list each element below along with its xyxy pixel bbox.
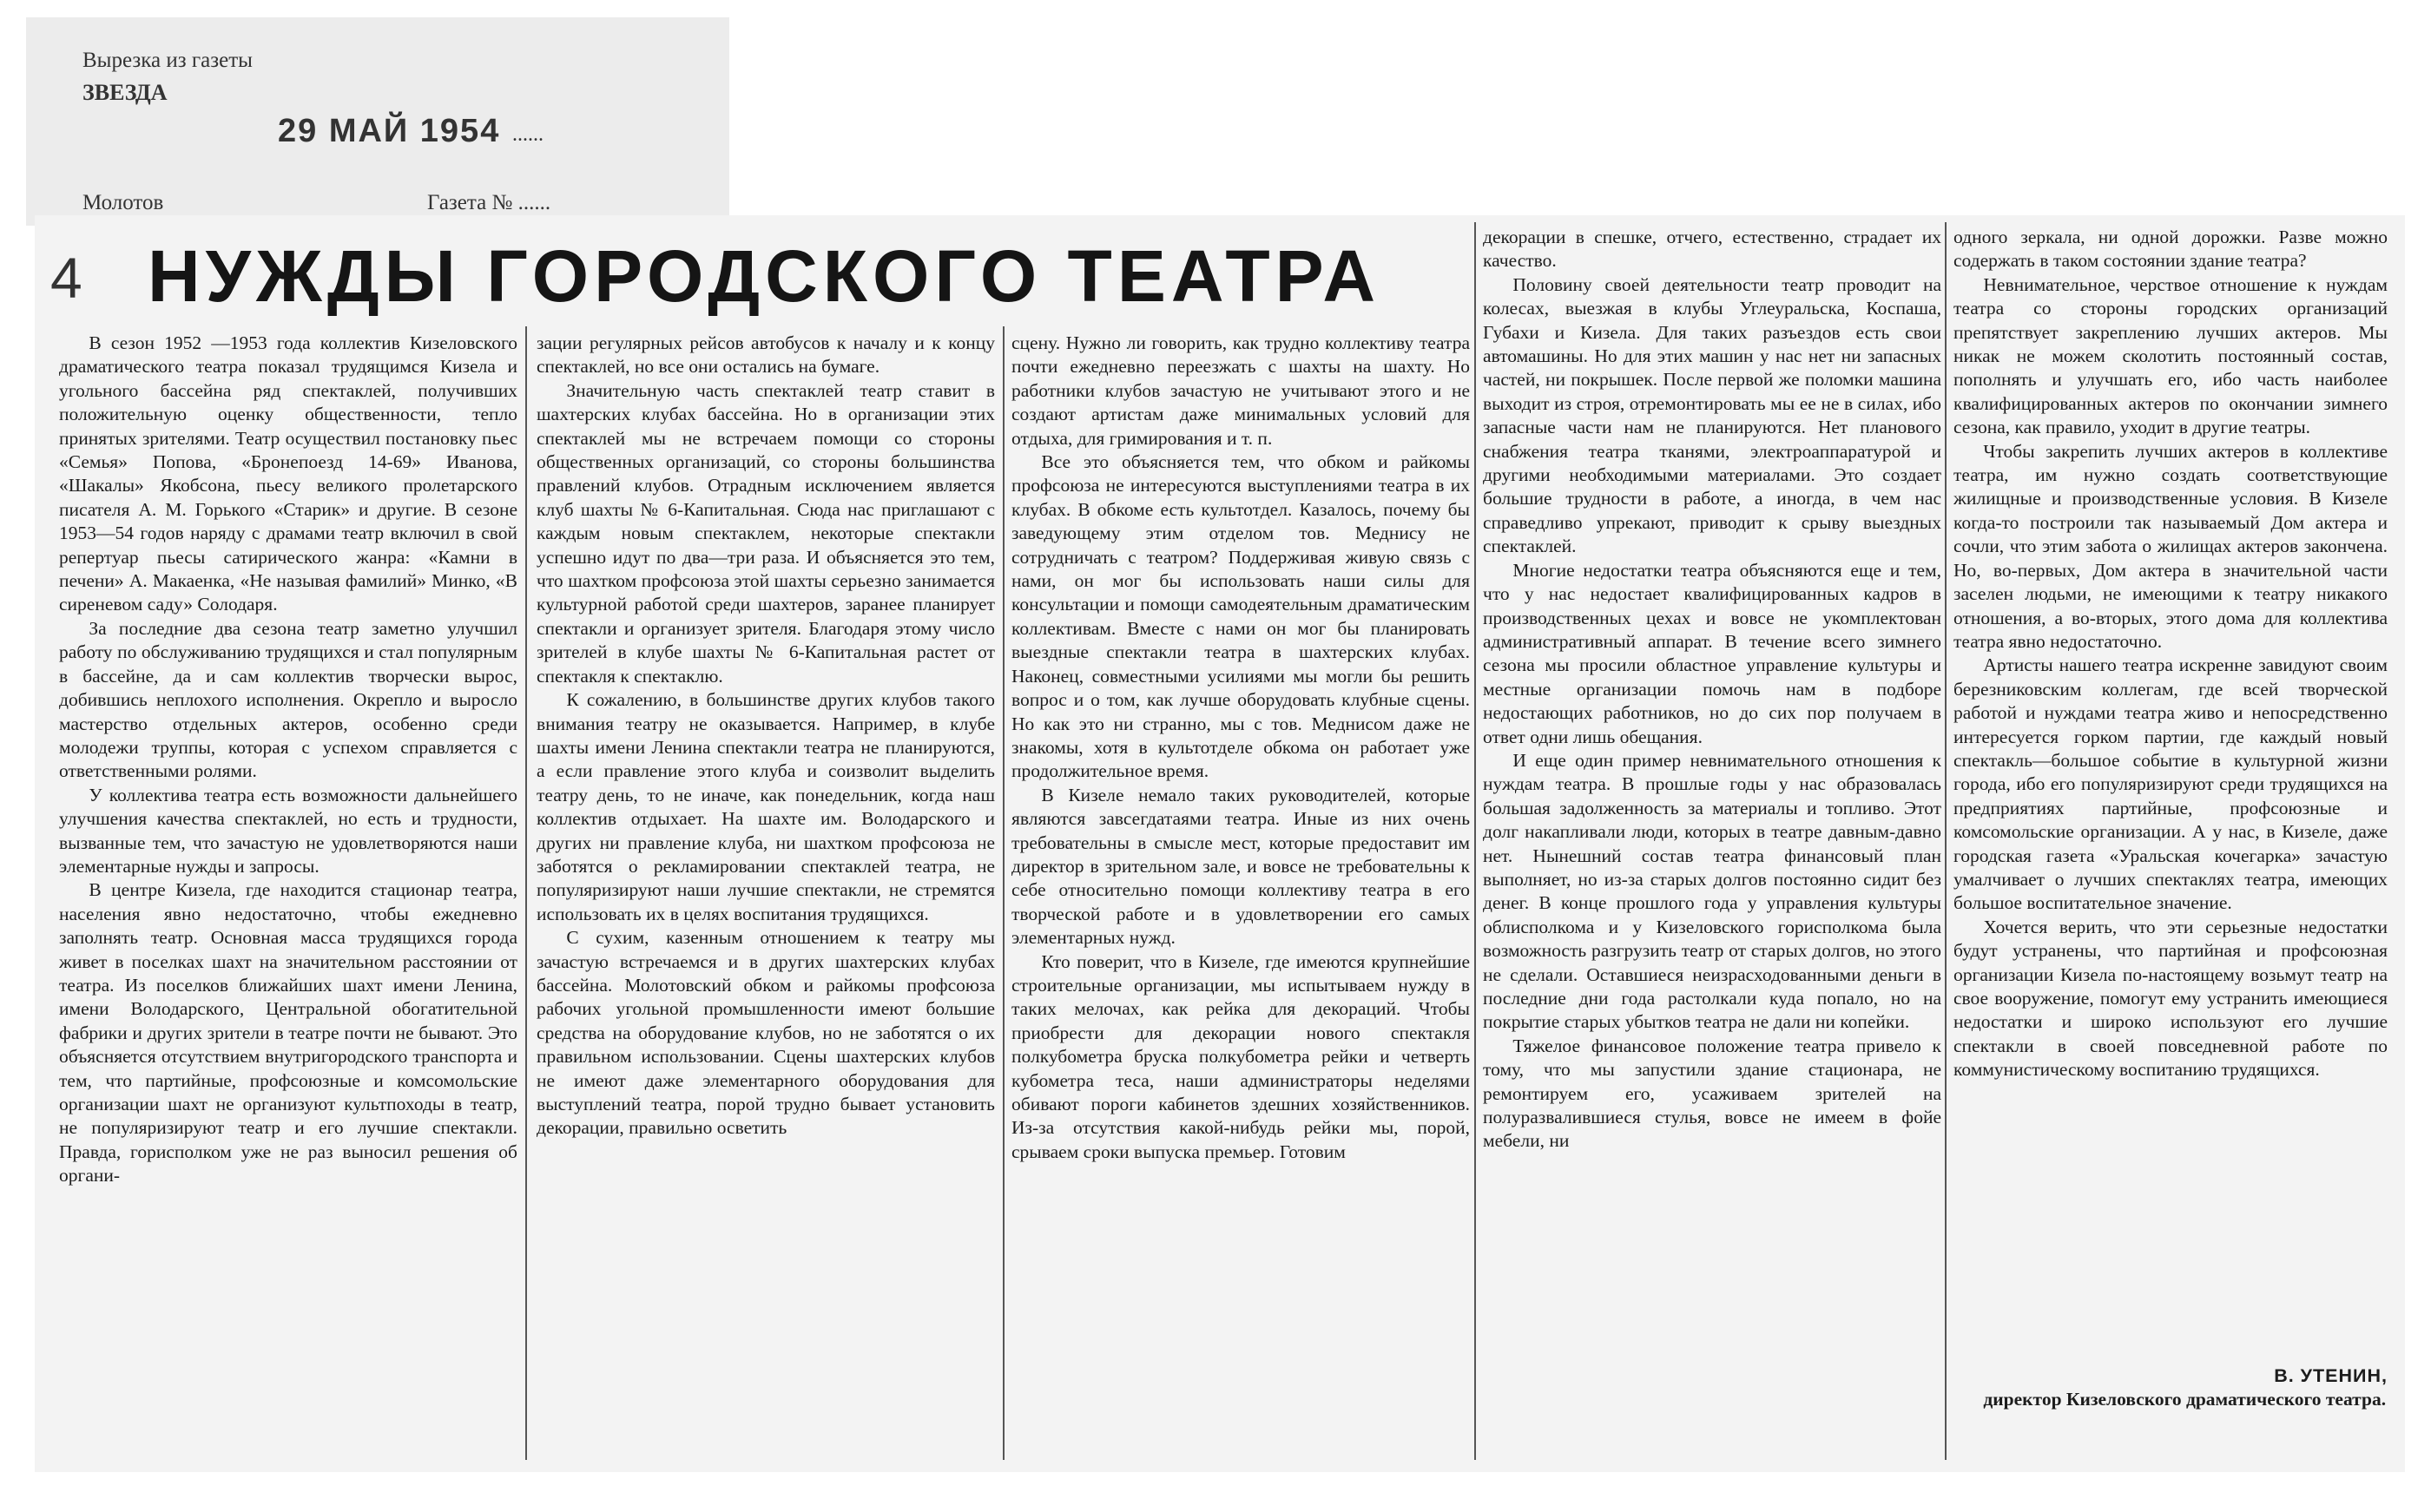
article-column-1	[59, 332, 517, 1460]
paragraph: одного зеркала, ни одной дорожки. Разве можно содержать в таком состоянии здание театра?	[1953, 227, 2388, 272]
paragraph: В центре Кизела, где находится стационар театра, населения явно недостаточно, чтобы ежедневно заполнять театр. Основная масса трудящихся города живет в поселках шахт на значительном расстоянии от театра. Из поселков ближайших шахт имени Ленина, имени Володарского, Центральной обогатительной фабрики и других зрители в театре почти не бывают. Это объясняется отсутствием внутригородского транспорта и тем, что партийные, профсоюзные и комсомольские организации шахт не организуют культпоходы в театр, не популяризируют театр и его лучшие спектакли. Правда, горисполком уже не раз выносил решения об органи-	[59, 879, 517, 1187]
paragraph: Артисты нашего театра искренне завидуют своим березниковским коллегам, где всей творческой работой и нуждами театра живо и непосредственно интересуется горком партии, где каждый новый спектакль—большое событие в культурной жизни города, ибо его популяризируют среди трудящихся на предприятиях партийные, профсоюзные и комсомольские организации. А у нас, в Кизеле, даже городская газета «Уральская кочегарка» зачастую умалчивает о лучших спектаклях театра, имеющих большое воспитательное значение.	[1953, 654, 2388, 914]
column-rule	[1945, 222, 1947, 1460]
article-column-4	[1483, 226, 1941, 1441]
paragraph: Хочется верить, что эти серьезные недостатки будут устранены, что партийная и профсоюзная организации Кизела по-настоящему возьмут театр на свое вооружение, помогут ему устранить имеющиеся недостатки и широко используют его лучшие спектакли в своей повседневной работе по коммунистическому воспитанию трудящихся.	[1953, 916, 2388, 1081]
clipping-label-newspaper-name: ЗВЕЗДА	[82, 80, 168, 105]
author-title: директор Кизеловского драматического театра.	[1983, 1389, 2387, 1410]
article-column-5	[1953, 226, 2388, 1441]
paragraph: К сожалению, в большинстве других клубов такого внимания театру не оказывается. Например, в клубе шахты имени Ленина спектакли театра не планируются, а если правление этого клуба и соизволит выделить театру день, то не иначе, как понедельник, когда наш коллектив отдыхает. На шахте им. Володарского и других ни правление клуба, ни шахтком профсоюза не заботятся о рекламировании спектаклей театра, не популяризируют наши лучшие спектакли, не стремятся использовать их в целях воспитания трудящихся.	[537, 689, 995, 924]
column-rule	[1474, 222, 1476, 1460]
column-rule	[525, 326, 527, 1460]
clipping-label-source-caption: Вырезка из газеты	[82, 49, 253, 72]
clipping-label-city: Молотов	[82, 191, 164, 214]
paragraph: В сезон 1952 —1953 года коллектив Кизеловского драматического театра показал трудящимся Кизела и угольного бассейна ряд спектаклей, получивших положительную оценку общественности, тепло принятых зрителями. Театр осуществил постановку пьес «Семья» Попова, «Бронепоезд 14-69» Иванова, «Шакалы» Якобсона, пьесу великого пролетарского писателя А. М. Горького «Старик» и другие. В сезоне 1953—54 годов наряду с драмами театр включил в свой репертуар пьесы сатирического жанра: «Камни в печени» А. Макаенка, «Не называя фамилий» Минко, «В сиреневом саду» Солодаря.	[59, 332, 517, 615]
author-name: В. УТЕНИН,	[2274, 1365, 2388, 1386]
paragraph: Невнимательное, черствое отношение к нуждам театра со стороны городских организаций препятствует закреплению лучших актеров. Мы никак не можем сколотить постоянный состав, пополнять и улучшать его, ибо часть наиболее квалифицированных актеров по окончании зимнего сезона, как правило, уходит в другие театры.	[1953, 273, 2388, 438]
paragraph: зации регулярных рейсов автобусов к началу и к концу спектаклей, но все они остались на бумаге.	[537, 332, 995, 378]
paragraph: Тяжелое финансовое положение театра привело к тому, что мы запустили здание стационара, не ремонтируем его, усаживаем зрителей на полуразвалившиеся стулья, вовсе не имеем в фойе мебели, ни	[1483, 1035, 1941, 1152]
clipping-date-stamp: 29 МАЙ 1954	[278, 113, 501, 149]
article-headline: НУЖДЫ ГОРОДСКОГО ТЕАТРА	[148, 235, 1380, 317]
paragraph: декорации в спешке, отчего, естественно, страдает их качество.	[1483, 227, 1941, 272]
paragraph: Половину своей деятельности театр проводит на колесах, выезжая в клубы Углеуральска, Коспаша, Губахи и Кизела. Для таких разъездов есть свои автомашины. Но для этих машин у нас нет ни запасных частей, ни покрышек. После первой же поломки машина выходит из строя, отремонтировать мы ее не в силах, ибо запасные части нам не планируются. Нет планового снабжения театра тканями, электроаппаратурой и другими необходимыми материалами. Это создает большие трудности в работе, а иногда, в чем нас справедливо упрекают, приводит к срыву выездных спектаклей.	[1483, 273, 1941, 557]
paragraph: За последние два сезона театр заметно улучшил работу по обслуживанию трудящихся и стал популярным в бассейне, да и сам коллектив творчески вырос, добившись неплохого исполнения. Окрепло и выросло мастерство отдельных актеров, особенно среди молодежи труппы, которая с успехом справляется с ответственными ролями.	[59, 617, 517, 782]
clipping-label-issue-number: Газета № ......	[427, 191, 551, 214]
paragraph: У коллектива театра есть возможности дальнейшего улучшения качества спектаклей, но есть и трудности, вызванные тем, что зачастую не удовлетворяются наши элементарные нужды и запросы.	[59, 784, 517, 877]
paragraph: В Кизеле немало таких руководителей, которые являются завсегдатаями театра. Иные из них очень требовательны в смысле мест, которые предоставит им директор в зрительном зале, и вовсе не требовательны к себе относительно помощи коллективу театра в его творческой работе и в удовлетворении его самых элементарных нужд.	[1011, 784, 1470, 949]
paragraph: Все это объясняется тем, что обком и райкомы профсоюза не интересуются выступлениями театра в их клубах. В обкоме есть культотдел. Казалось, почему бы заведующему этим отделом тов. Меднису не сотрудничать с театром? Поддерживая живую связь с нами, он мог бы использовать наши силы для консультации и помощи самодеятельным драматическим коллективам. Вместе с нами он мог бы планировать выездные спектакли театра в шахтерских клубах. Наконец, совместными усилиями мы могли бы решить вопрос и о том, как лучше оборудовать клубные сцены. Но как это ни странно, мы с тов. Меднисом даже не знакомы, хотя в культотделе обкома он работает уже продолжительное время.	[1011, 451, 1470, 782]
article-column-2	[537, 332, 995, 1460]
paragraph: сцену. Нужно ли говорить, как трудно коллективу театра почти ежедневно переезжать с шахты на шахту. Но работники клубов зачастую не учитывают этого и не создают артистам даже минимальных условий для отдыха, для гримирования и т. п.	[1011, 332, 1470, 449]
paragraph: И еще один пример невнимательного отношения к нуждам театра. В прошлые годы у нас образовалась большая задолженность за материалы и топливо. Этот долг накапливали люди, которых в театре давным-давно нет. Нынешний состав театра финансовый план выполняет, но из-за старых долгов постоянно сидит без денег. В конце прошлого года у управления культуры облисполкома и у Кизеловского горисполкома была возможность разгрузить театр от старых долгов, но этого не сделали. Оставшиеся неизрасходованными деньги в последние дни года растолкали куда попало, но на покрытие старых убытков театра не дали ни копейки.	[1483, 749, 1941, 1033]
clipping-date-dots: ......	[512, 123, 544, 146]
paragraph: Значительную часть спектаклей театр ставит в шахтерских клубах бассейна. Но в организации этих спектаклей мы не встречаем помощи со стороны общественных организаций, со стороны большинства правлений клубов. Отрадным исключением является клуб шахты № 6-Капитальная. Сюда нас приглашают с каждым новым спектаклем, некоторые спектакли успешно идут по два—три раза. И объясняется это тем, что шахтком профсоюза этой шахты серьезно занимается культурной работой среди шахтеров, заранее планирует спектакли и организует зрителя. Благодаря этому число зрителей в клубе шахты № 6-Капитальная растет от спектакля к спектаклю.	[537, 379, 995, 687]
article-signature	[1953, 1364, 2388, 1412]
paragraph: Чтобы закрепить лучших актеров в коллективе театра, им нужно создать соответствующие жилищные и производственные условия. В Кизеле когда-то построили так называемый Дом актера и сочли, что этим забота о жилищах актеров закончена. Но, во-первых, Дом актера в значительной части заселен людьми, не имеющими к театру никакого отношения, а во-вторых, этого дома для коллектива театра явно недостаточно.	[1953, 440, 2388, 652]
paragraph: Кто поверит, что в Кизеле, где имеются крупнейшие строительные организации, мы испытываем нужду в таких мелочах, как рейка для декораций. Чтобы приобрести для декорации нового спектакля полкубометра бруска полкубометра рейки и четверть кубометра теса, наши администраторы неделями обивают пороги кабинетов здешних хозяйственников. Из-за отсутствия какой-нибудь рейки мы, порой, срываем сроки выпуска премьер. Готовим	[1011, 950, 1470, 1162]
article-column-3	[1011, 332, 1470, 1460]
handwritten-mark: 4	[50, 246, 82, 310]
paragraph: Многие недостатки театра объясняются еще и тем, что у нас недостает квалифицированных кадров в производственных цехах и вовсе не укомплектован административный аппарат. В течение всего зимнего сезона мы просили областное управление культуры и местные организации помочь нам в подборе недостающих работников, но до сих пор получаем в ответ одни лишь обещания.	[1483, 559, 1941, 747]
paragraph: С сухим, казенным отношением к театру мы зачастую встречаемся и в других шахтерских клубах бассейна. Молотовский обком и райкомы профсоюза рабочих угольной промышленности имеют большие средства на оборудование клубов, но не заботятся о их правильном использовании. Сцены шахтерских клубов не имеют даже элементарного оборудования для выступлений театра, порой трудно бывает установить декорации, правильно осветить	[537, 927, 995, 1139]
column-rule	[1003, 326, 1005, 1460]
